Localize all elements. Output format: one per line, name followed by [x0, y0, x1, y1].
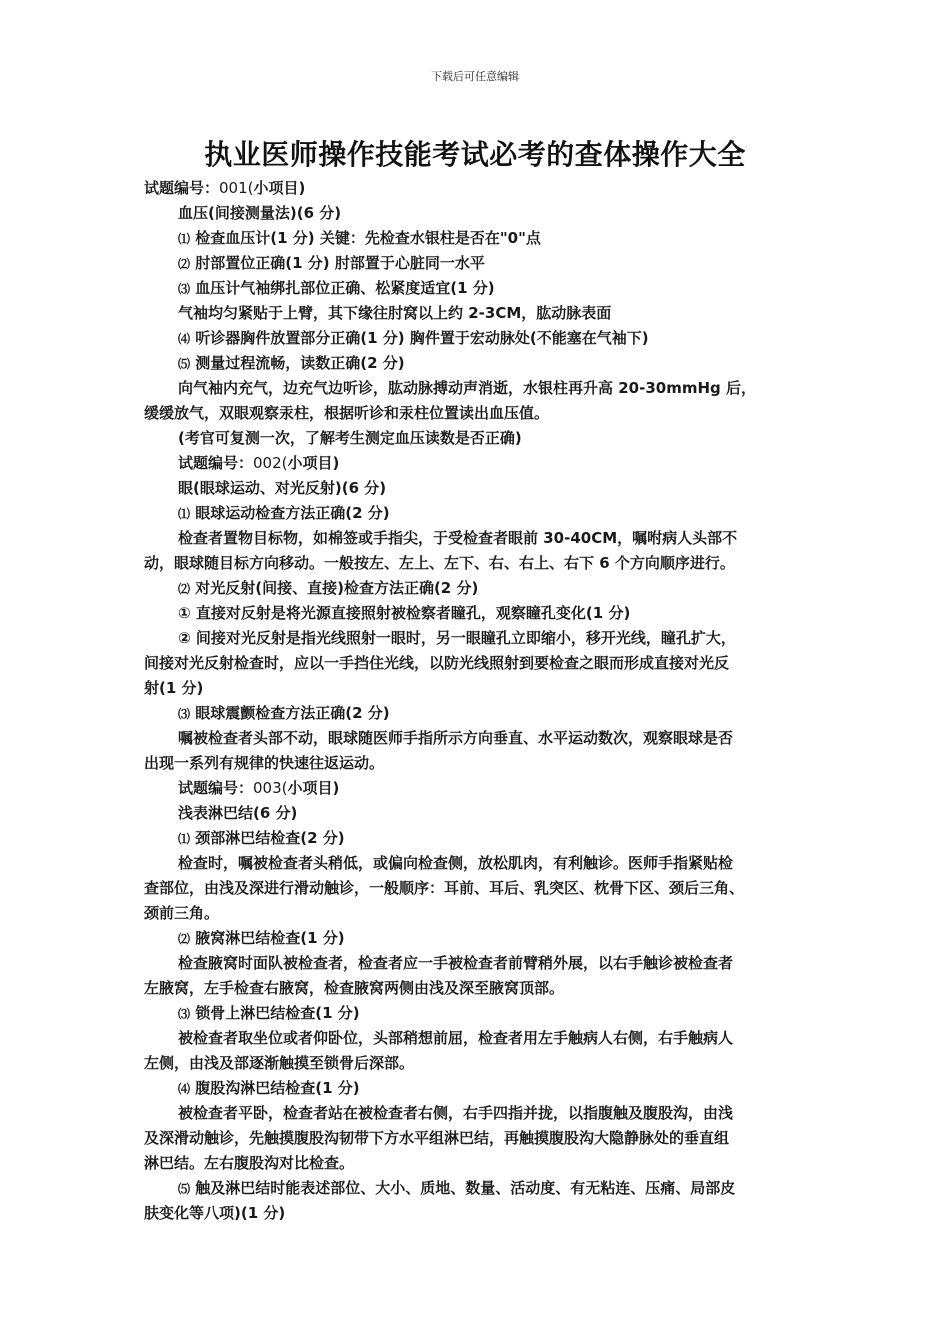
text-run: 被检查者平卧，检查者站在被检查者右侧，右手四指并拢，以指腹触及腹股沟，由浅 [178, 1104, 734, 1122]
text-line [144, 1201, 806, 1226]
text-run: 小项目) [287, 454, 340, 472]
text-line [144, 701, 806, 726]
text-line [144, 1051, 806, 1076]
text-line [144, 626, 806, 651]
text-run: ⑸ [178, 1182, 191, 1196]
text-line [144, 351, 806, 376]
text-run: 002( [253, 454, 288, 472]
text-run: 检查时，嘱被检查者头稍低，或偏向检查侧，放松肌肉，有利触诊。医师手指紧贴检 [178, 854, 734, 872]
text-run: 左侧，由浅及部逐渐触摸至锁骨后深部。 [144, 1054, 415, 1072]
text-run: ⑴ [178, 232, 191, 246]
text-run: 被检查者取坐位或者仰卧位，头部稍想前屈，检查者用左手触病人右侧，右手触病人 [178, 1029, 734, 1047]
text-run: (考官可复测一次，了解考生测定血压读数是否正确) [178, 429, 522, 447]
text-run: 试题编号： [144, 179, 220, 197]
text-run: 眼球震颤检查方法正确(2 分) [190, 704, 390, 722]
text-run: 腹股沟淋巴结检查(1 分) [190, 1079, 360, 1097]
text-line [144, 926, 806, 951]
text-line [144, 726, 806, 751]
text-run: 对光反射(间接、直接)检查方法正确(2 分) [190, 579, 479, 597]
text-run: ⑴ [178, 832, 191, 846]
text-line [144, 826, 806, 851]
text-run: 淋巴结。左右腹股沟对比检查。 [144, 1154, 355, 1172]
text-run: 血压(间接测量法)(6 分) [178, 204, 342, 222]
text-run: 气袖均匀紧贴于上臂，其下缘往肘窝以上约 2-3CM，肱动脉表面 [178, 304, 612, 322]
text-run: 嘱被检查者头部不动，眼球随医师手指所示方向垂直、水平运动数次，观察眼球是否 [178, 729, 734, 747]
text-line [144, 201, 806, 226]
text-line [144, 326, 806, 351]
text-line [144, 1126, 806, 1151]
text-line [144, 951, 806, 976]
text-run: 锁骨上淋巴结检查(1 分) [190, 1004, 360, 1022]
text-line [144, 776, 806, 801]
text-run: 动，眼球随目标方向移动。一般按左、左上、左下、右、右上、右下 6 个方向顺序进行。 [144, 554, 735, 572]
text-line [144, 976, 806, 1001]
text-run: 检查腋窝时面队被检查者，检查者应一手被检查者前臂稍外展，以右手触诊被检查者 [178, 954, 734, 972]
text-line [144, 301, 806, 326]
text-line [144, 426, 806, 451]
text-run: 射(1 分) [144, 679, 204, 697]
text-line [144, 1026, 806, 1051]
text-line [144, 176, 806, 201]
text-run: ⑵ [178, 932, 191, 946]
text-run: ⑵ [178, 257, 191, 271]
text-line [144, 451, 806, 476]
text-line [144, 1076, 806, 1101]
text-run: 检查者置物目标物，如棉签或手指尖，于受检查者眼前 30-40CM，嘱咐病人头部不 [178, 529, 738, 547]
text-line [144, 276, 806, 301]
text-run: 测量过程流畅，读数正确(2 分) [190, 354, 405, 372]
text-run: 眼球运动检查方法正确(2 分) [190, 504, 390, 522]
text-run: 肘部置位正确(1 分) 肘部置于心脏同一水平 [190, 254, 485, 272]
text-line [144, 1001, 806, 1026]
text-line [144, 676, 806, 701]
text-run: ⑷ [178, 1082, 191, 1096]
text-line [144, 901, 806, 926]
text-line [144, 526, 806, 551]
text-line [144, 1101, 806, 1126]
page-header: 下载后可任意编辑 [431, 70, 519, 83]
text-run: 查部位，由浅及深进行滑动触诊，一般顺序：耳前、耳后、乳突区、枕骨下区、颈后三角、 [144, 879, 745, 897]
text-run: 颈前三角。 [144, 904, 220, 922]
text-run: 出现一系列有规律的快速往返运动。 [144, 754, 385, 772]
text-run: 触及淋巴结时能表述部位、大小、质地、数量、活动度、有无粘连、压痛、局部皮 [190, 1179, 736, 1197]
text-line [144, 551, 806, 576]
text-line [144, 651, 806, 676]
text-run: 试题编号： [178, 779, 254, 797]
text-run: 003( [253, 779, 288, 797]
text-line [144, 576, 806, 601]
text-run: 及深滑动触诊，先触摸腹股沟韧带下方水平组淋巴结，再触摸腹股沟大隐静脉处的垂直组 [144, 1129, 730, 1147]
text-run: 缓缓放气，双眼观察汞柱，根据听诊和汞柱位置读出血压值。 [144, 404, 550, 422]
document-body [144, 176, 806, 1226]
text-line [144, 751, 806, 776]
text-run: 浅表淋巴结(6 分) [178, 804, 298, 822]
text-line [144, 1176, 806, 1201]
document-title: 执业医师操作技能考试必考的查体操作大全 [204, 138, 746, 171]
text-run: ① 直接对反射是将光源直接照射被检察者瞳孔，观察瞳孔变化(1 分) [178, 604, 631, 622]
text-run: 眼(眼球运动、对光反射)(6 分) [178, 479, 387, 497]
text-run: ⑴ [178, 507, 191, 521]
text-run: 间接对光反射检查时，应以一手挡住光线，以防光线照射到要检查之眼而形成直接对光反 [144, 654, 730, 672]
text-line [144, 601, 806, 626]
text-line [144, 226, 806, 251]
text-run: 向气袖内充气，边充气边听诊，肱动脉搏动声消逝，水银柱再升高 20-30mmHg 后， [178, 379, 756, 397]
text-line [144, 476, 806, 501]
text-line [144, 1151, 806, 1176]
text-run: ⑸ [178, 357, 191, 371]
text-run: 血压计气袖绑扎部位正确、松紧度适宜(1 分) [190, 279, 495, 297]
text-run: ⑵ [178, 582, 191, 596]
text-run: 听诊器胸件放置部分正确(1 分) 胸件置于宏动脉处(不能塞在气袖下) [190, 329, 649, 347]
text-line [144, 876, 806, 901]
text-line [144, 251, 806, 276]
text-run: ② 间接对光反射是指光线照射一眼时，另一眼瞳孔立即缩小，移开光线，瞳孔扩大， [178, 629, 736, 647]
text-run: 001( [219, 179, 254, 197]
text-run: ⑶ [178, 282, 191, 296]
text-run: 小项目) [253, 179, 306, 197]
text-run: 肤变化等八项)(1 分) [144, 1204, 286, 1222]
text-run: ⑷ [178, 332, 191, 346]
text-line [144, 401, 806, 426]
text-line [144, 801, 806, 826]
text-run: 颈部淋巴结检查(2 分) [190, 829, 345, 847]
text-line [144, 376, 806, 401]
text-run: 试题编号： [178, 454, 254, 472]
text-run: 小项目) [287, 779, 340, 797]
text-run: ⑶ [178, 1007, 191, 1021]
text-line [144, 851, 806, 876]
text-run: 左腋窝，左手检查右腋窝，检查腋窝两侧由浅及深至腋窝顶部。 [144, 979, 565, 997]
text-run: 腋窝淋巴结检查(1 分) [190, 929, 345, 947]
text-run: ⑶ [178, 707, 191, 721]
text-line [144, 501, 806, 526]
text-run: 检查血压计(1 分) 关键：先检查水银柱是否在"0"点 [190, 229, 541, 247]
